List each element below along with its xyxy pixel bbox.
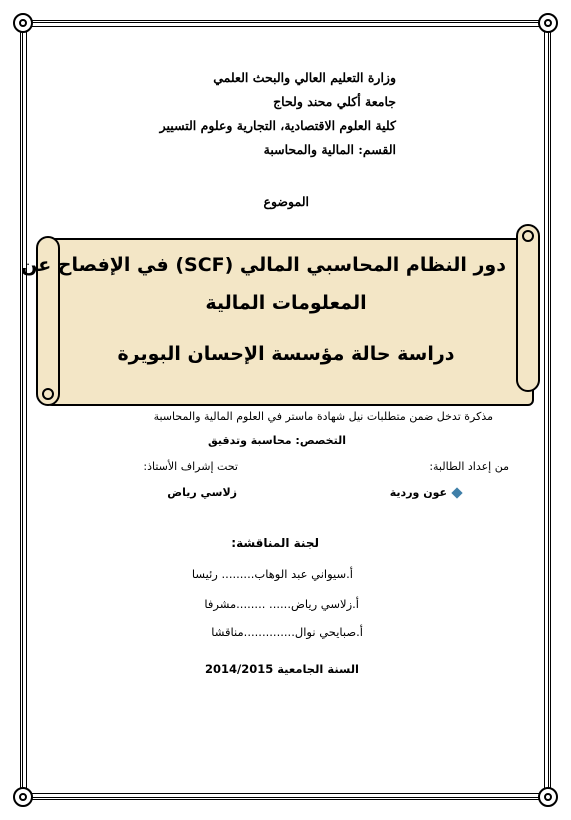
corner-ornament	[538, 787, 558, 807]
committee-member: أ.زلاسي رياض...... ........مشرفا	[204, 597, 359, 611]
bullet-icon	[451, 487, 462, 498]
specialty: التخصص: محاسبة وتدقيق	[208, 434, 346, 447]
committee-title: لجنة المناقشة:	[231, 536, 319, 550]
thesis-title-line1: دور النظام المحاسبي المالي (SCF) في الإفصاح عن	[21, 254, 506, 276]
thesis-description: مذكرة تدخل ضمن متطلبات نيل شهادة ماستر في العلوم المالية والمحاسبة	[153, 410, 493, 423]
case-study-title: دراسة حالة مؤسسة الإحسان البويرة	[117, 343, 455, 365]
university-name: جامعة أكلي محند ولحاج	[273, 94, 396, 109]
student-name: عون وردية	[389, 486, 447, 499]
supervisor-name: زلاسي رياض	[167, 486, 237, 499]
faculty-name: كلية العلوم الاقتصادية، التجارية وعلوم التسيير	[159, 118, 396, 133]
student-name-row	[390, 486, 461, 499]
department-name: القسم: المالية والمحاسبة	[263, 142, 396, 157]
scroll-roll-right	[516, 224, 540, 392]
ministry-name: وزارة التعليم العالي والبحث العلمي	[213, 70, 396, 85]
subject-label: الموضوع	[263, 194, 309, 209]
committee-member: أ.صبايحي نوال..............مناقشا	[211, 625, 363, 639]
corner-ornament	[13, 787, 33, 807]
committee-member: أ.سيواني عبد الوهاب......... رئيسا	[191, 567, 353, 581]
corner-ornament	[13, 13, 33, 33]
prepared-by-label: من إعداد الطالبة:	[429, 460, 509, 473]
thesis-title-line2: المعلومات المالية	[205, 292, 367, 314]
corner-ornament	[538, 13, 558, 33]
academic-year: السنة الجامعية 2014/2015	[204, 662, 359, 676]
supervised-by-label: تحت إشراف الأستاذ:	[143, 460, 238, 473]
